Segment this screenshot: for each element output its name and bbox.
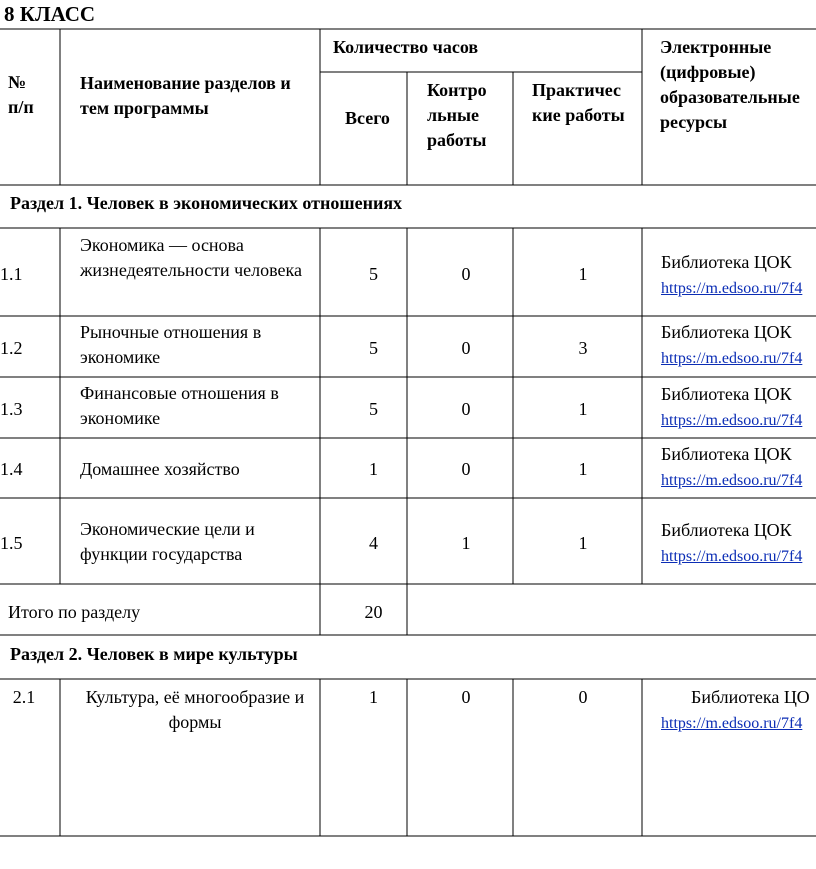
resource-link[interactable]: https://m.edsoo.ru/7f4 [661, 472, 803, 489]
row-total: 5 [369, 338, 378, 358]
row-resource [661, 382, 816, 433]
section-1-title: Раздел 1. Человек в экономических отношениях [10, 193, 403, 213]
header-practical: Практичес кие работы [532, 80, 625, 125]
page-title: 8 КЛАСС [4, 2, 96, 26]
section-2-title: Раздел 2. Человек в мире культуры [10, 644, 298, 664]
row-total: 1 [369, 459, 378, 479]
row-num: 1.2 [0, 338, 23, 358]
row-total: 5 [369, 264, 378, 284]
row-control: 1 [461, 533, 471, 553]
row-resource [661, 442, 816, 493]
row-control: 0 [461, 264, 471, 284]
resource-link[interactable]: https://m.edsoo.ru/7f4 [661, 548, 803, 565]
resource-label: Библиотека ЦОК [661, 322, 792, 342]
resource-link[interactable]: https://m.edsoo.ru/7f4 [661, 350, 803, 367]
row-total: 1 [369, 687, 378, 707]
row-name: Экономические цели и функции государства [80, 519, 255, 564]
row-num: 1.1 [0, 264, 23, 284]
header-name: Наименование разделов и тем программы [80, 73, 291, 118]
row-num: 1.4 [0, 459, 23, 479]
resource-label: Библиотека ЦО [691, 687, 810, 707]
row-num: 1.5 [0, 533, 23, 553]
row-resource [661, 320, 816, 371]
row-num: 2.1 [12, 687, 36, 707]
row-name: Домашнее хозяйство [80, 459, 240, 479]
header-control: Контро льные работы [427, 80, 487, 150]
row-practical: 0 [578, 687, 588, 707]
resource-label: Библиотека ЦОК [661, 520, 792, 540]
row-name: Экономика — основа жизнедеятельности человека [80, 235, 302, 280]
row-practical: 3 [578, 338, 588, 358]
resource-link[interactable]: https://m.edsoo.ru/7f4 [661, 412, 803, 429]
row-practical: 1 [578, 399, 588, 419]
row-total: 5 [369, 399, 378, 419]
subtotal-value: 20 [364, 602, 383, 622]
row-resource [661, 250, 816, 301]
resource-label: Библиотека ЦОК [661, 444, 792, 464]
row-control: 0 [461, 459, 471, 479]
row-num: 1.3 [0, 399, 23, 419]
row-name: Финансовые отношения в экономике [80, 383, 279, 428]
row-resource [661, 685, 816, 736]
row-name: Культура, её многообразие и формы [85, 687, 305, 732]
row-name: Рыночные отношения в экономике [80, 322, 262, 367]
row-control: 0 [461, 338, 471, 358]
row-practical: 1 [578, 264, 588, 284]
header-total: Всего [345, 108, 390, 128]
resource-label: Библиотека ЦОК [661, 384, 792, 404]
row-control: 0 [461, 687, 471, 707]
resource-link[interactable]: https://m.edsoo.ru/7f4 [661, 715, 803, 732]
header-resources: Электронные (цифровые) образовательные ресурсы [660, 37, 800, 132]
row-resource [661, 518, 816, 569]
header-hours: Количество часов [333, 37, 479, 57]
resource-label: Библиотека ЦОК [661, 252, 792, 272]
row-total: 4 [369, 533, 378, 553]
header-num: № п/п [8, 72, 34, 117]
row-control: 0 [461, 399, 471, 419]
row-practical: 1 [578, 459, 588, 479]
resource-link[interactable]: https://m.edsoo.ru/7f4 [661, 280, 803, 297]
subtotal-label: Итого по разделу [8, 602, 141, 622]
row-practical: 1 [578, 533, 588, 553]
